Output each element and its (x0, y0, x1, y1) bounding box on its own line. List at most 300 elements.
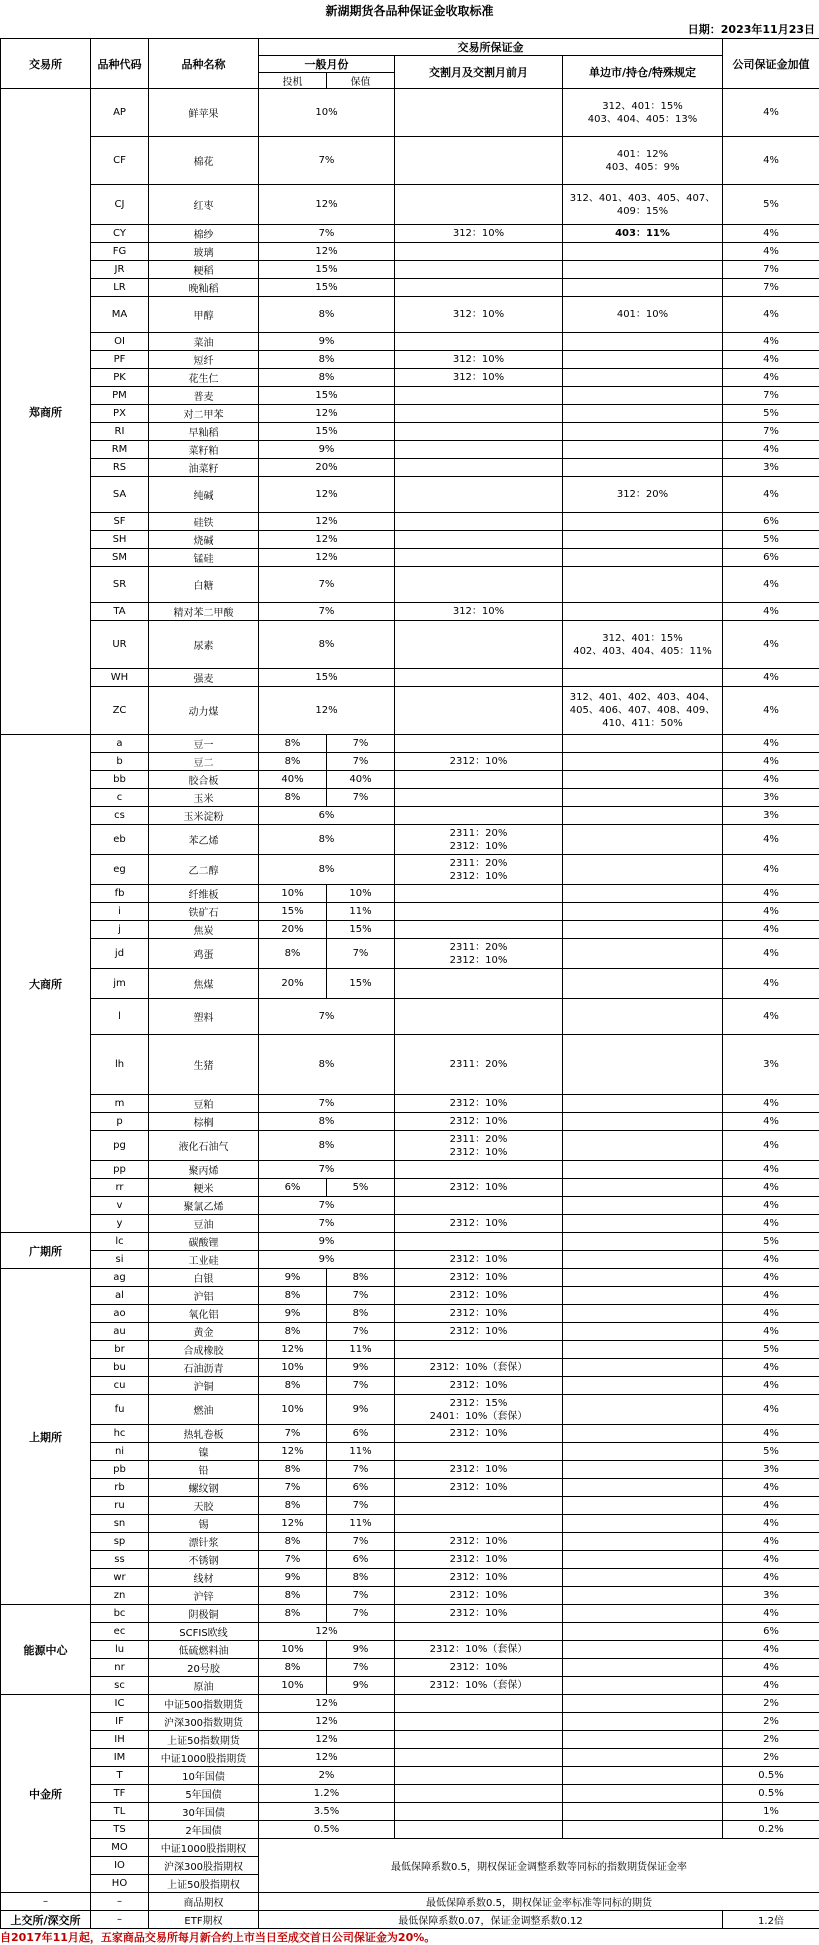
table-row (1, 1803, 819, 1821)
special-rule-cell (563, 1323, 723, 1341)
table-row (1, 1095, 819, 1113)
company-add-cell: 7% (723, 387, 819, 405)
special-rule-cell (563, 1695, 723, 1713)
name-cell: 液化石油气 (149, 1131, 259, 1161)
special-rule-cell (563, 1443, 723, 1461)
code-cell: ru (91, 1497, 149, 1515)
speculation-margin-cell: 12% (259, 243, 395, 261)
table-row (1, 549, 819, 567)
code-cell: rb (91, 1479, 149, 1497)
special-rule-cell (563, 1197, 723, 1215)
speculation-margin-cell: 8% (259, 753, 327, 771)
code-cell: UR (91, 621, 149, 669)
hedge-margin-cell: 7% (327, 1461, 395, 1479)
special-rule-cell: 403：11% (563, 225, 723, 243)
special-rule-cell (563, 243, 723, 261)
name-cell: 油菜籽 (149, 459, 259, 477)
code-cell: RS (91, 459, 149, 477)
special-rule-cell (563, 1305, 723, 1323)
company-add-cell: 5% (723, 531, 819, 549)
table-row (1, 1839, 819, 1857)
table-row (1, 687, 819, 735)
name-cell: 螺纹钢 (149, 1479, 259, 1497)
table-row (1, 1785, 819, 1803)
code-cell: ag (91, 1269, 149, 1287)
name-cell: 乙二醇 (149, 855, 259, 885)
delivery-margin-cell: 312：10% (395, 351, 563, 369)
delivery-margin-cell (395, 1803, 563, 1821)
margin-table (0, 38, 819, 1929)
delivery-margin-cell (395, 1161, 563, 1179)
code-cell: SF (91, 513, 149, 531)
speculation-margin-cell: 12% (259, 1443, 327, 1461)
code-cell: – (91, 1893, 149, 1911)
code-cell: ao (91, 1305, 149, 1323)
speculation-margin-cell: 8% (259, 1113, 395, 1131)
delivery-margin-cell (395, 459, 563, 477)
hedge-margin-cell: 11% (327, 903, 395, 921)
delivery-margin-cell (395, 1713, 563, 1731)
name-cell: 热轧卷板 (149, 1425, 259, 1443)
code-cell: lh (91, 1035, 149, 1095)
delivery-margin-cell (395, 89, 563, 137)
delivery-margin-cell (395, 279, 563, 297)
table-row (1, 531, 819, 549)
company-add-cell: 5% (723, 1443, 819, 1461)
table-row (1, 243, 819, 261)
table-row (1, 939, 819, 969)
special-rule-cell (563, 1287, 723, 1305)
table-row (1, 921, 819, 939)
special-rule-cell (563, 369, 723, 387)
company-add-cell: 5% (723, 405, 819, 423)
name-cell: ETF期权 (149, 1911, 259, 1929)
hedge-margin-cell: 7% (327, 789, 395, 807)
code-cell: m (91, 1095, 149, 1113)
company-add-cell: 4% (723, 369, 819, 387)
code-cell: AP (91, 89, 149, 137)
delivery-margin-cell: 2312：10% (395, 1305, 563, 1323)
exchange-cell: 中金所 (1, 1695, 91, 1893)
delivery-margin-cell (395, 387, 563, 405)
speculation-margin-cell: 9% (259, 1569, 327, 1587)
company-add-cell: 7% (723, 261, 819, 279)
company-add-cell: 4% (723, 1425, 819, 1443)
name-cell: 对二甲苯 (149, 405, 259, 423)
speculation-margin-cell: 12% (259, 531, 395, 549)
name-cell: 动力煤 (149, 687, 259, 735)
table-row (1, 669, 819, 687)
code-cell: JR (91, 261, 149, 279)
code-cell: IH (91, 1731, 149, 1749)
delivery-margin-cell (395, 687, 563, 735)
company-add-cell: 4% (723, 1305, 819, 1323)
special-rule-cell (563, 279, 723, 297)
company-add-cell: 0.5% (723, 1767, 819, 1785)
company-add-cell: 4% (723, 1131, 819, 1161)
speculation-margin-cell: 10% (259, 1677, 327, 1695)
exchange-cell: – (1, 1893, 91, 1911)
speculation-margin-cell: 8% (259, 1533, 327, 1551)
special-rule-cell (563, 669, 723, 687)
special-rule-cell: 401：10% (563, 297, 723, 333)
special-rule-cell (563, 1113, 723, 1131)
name-cell: 燃油 (149, 1395, 259, 1425)
name-cell: 上证50指数期货 (149, 1731, 259, 1749)
name-cell: 不锈钢 (149, 1551, 259, 1569)
hedge-margin-cell: 11% (327, 1443, 395, 1461)
name-cell: 早籼稻 (149, 423, 259, 441)
special-rule-cell (563, 1233, 723, 1251)
delivery-margin-cell (395, 549, 563, 567)
table-row (1, 903, 819, 921)
delivery-margin-cell (395, 885, 563, 903)
special-rule-cell (563, 753, 723, 771)
table-row (1, 351, 819, 369)
table-row (1, 441, 819, 459)
speculation-margin-cell: 7% (259, 1425, 327, 1443)
company-add-cell: 4% (723, 1197, 819, 1215)
table-row (1, 137, 819, 185)
name-cell: SCFIS欧线 (149, 1623, 259, 1641)
company-add-cell: 1.2倍 (723, 1911, 819, 1929)
table-row (1, 1197, 819, 1215)
company-add-cell: 4% (723, 621, 819, 669)
table-row (1, 1113, 819, 1131)
table-row (1, 753, 819, 771)
table-row (1, 1323, 819, 1341)
code-cell: ss (91, 1551, 149, 1569)
name-cell: 菜籽粕 (149, 441, 259, 459)
code-cell: cu (91, 1377, 149, 1395)
company-add-cell: 4% (723, 885, 819, 903)
name-cell: 锰硅 (149, 549, 259, 567)
table-row (1, 1269, 819, 1287)
code-cell: al (91, 1287, 149, 1305)
table-row (1, 1359, 819, 1377)
code-cell: IO (91, 1857, 149, 1875)
delivery-margin-cell (395, 423, 563, 441)
hedge-margin-cell: 40% (327, 771, 395, 789)
special-rule-cell (563, 405, 723, 423)
speculation-margin-cell: 20% (259, 969, 327, 999)
name-cell: 工业硅 (149, 1251, 259, 1269)
special-rule-cell (563, 855, 723, 885)
code-cell: c (91, 789, 149, 807)
code-cell: lc (91, 1233, 149, 1251)
speculation-margin-cell: 15% (259, 261, 395, 279)
special-rule-cell: 312、401：15% 402、403、404、405：11% (563, 621, 723, 669)
table-row (1, 735, 819, 753)
code-cell: ZC (91, 687, 149, 735)
special-rule-cell: 312、401：15% 403、404、405：13% (563, 89, 723, 137)
code-cell: zn (91, 1587, 149, 1605)
speculation-margin-cell: 10% (259, 1395, 327, 1425)
delivery-margin-cell: 2312：10%（套保） (395, 1359, 563, 1377)
name-cell: 菜油 (149, 333, 259, 351)
delivery-margin-cell (395, 513, 563, 531)
company-add-cell: 3% (723, 459, 819, 477)
code-cell: fb (91, 885, 149, 903)
special-rule-cell (563, 1803, 723, 1821)
delivery-margin-cell (395, 1731, 563, 1749)
code-cell: IC (91, 1695, 149, 1713)
delivery-margin-cell (395, 1197, 563, 1215)
delivery-margin-cell (395, 789, 563, 807)
table-row (1, 969, 819, 999)
name-cell: 沪铜 (149, 1377, 259, 1395)
code-cell: pb (91, 1461, 149, 1479)
delivery-margin-cell (395, 1515, 563, 1533)
name-cell: 生猪 (149, 1035, 259, 1095)
header-special: 单边市/持仓/特殊规定 (563, 56, 723, 89)
table-row (1, 405, 819, 423)
hedge-margin-cell: 6% (327, 1425, 395, 1443)
special-rule-cell (563, 1497, 723, 1515)
company-add-cell: 0.5% (723, 1785, 819, 1803)
speculation-margin-cell: 3.5% (259, 1803, 395, 1821)
special-rule-cell (563, 1569, 723, 1587)
speculation-margin-cell: 9% (259, 1269, 327, 1287)
name-cell: 白糖 (149, 567, 259, 603)
speculation-margin-cell: 7% (259, 1479, 327, 1497)
delivery-margin-cell (395, 1785, 563, 1803)
code-cell: y (91, 1215, 149, 1233)
table-row (1, 1821, 819, 1839)
table-row (1, 513, 819, 531)
company-add-cell: 4% (723, 1497, 819, 1515)
speculation-margin-cell: 10% (259, 1359, 327, 1377)
speculation-margin-cell: 15% (259, 279, 395, 297)
delivery-margin-cell (395, 1767, 563, 1785)
table-row (1, 1749, 819, 1767)
company-add-cell: 4% (723, 825, 819, 855)
code-cell: eb (91, 825, 149, 855)
code-cell: TS (91, 1821, 149, 1839)
speculation-margin-cell: 8% (259, 1035, 395, 1095)
special-rule-cell: 312、401、402、403、404、 405、406、407、408、409、 410、411：50% (563, 687, 723, 735)
delivery-margin-cell (395, 1623, 563, 1641)
delivery-margin-cell (395, 807, 563, 825)
company-add-cell: 4% (723, 1377, 819, 1395)
delivery-margin-cell: 2312：10% (395, 1479, 563, 1497)
speculation-margin-cell: 8% (259, 297, 395, 333)
table-row (1, 825, 819, 855)
table-row (1, 807, 819, 825)
code-cell: ec (91, 1623, 149, 1641)
company-add-cell: 4% (723, 333, 819, 351)
exchange-cell: 上交所/深交所 (1, 1911, 91, 1929)
delivery-margin-cell: 2311：20% 2312：10% (395, 825, 563, 855)
name-cell: 5年国债 (149, 1785, 259, 1803)
hedge-margin-cell: 7% (327, 939, 395, 969)
delivery-margin-cell: 2311：20% 2312：10% (395, 855, 563, 885)
name-cell: 原油 (149, 1677, 259, 1695)
table-row (1, 1179, 819, 1197)
delivery-margin-cell: 2312：10% (395, 753, 563, 771)
exchange-cell: 能源中心 (1, 1605, 91, 1695)
option-rule-cell: 最低保障系数0.07，保证金调整系数0.12 (259, 1911, 723, 1929)
company-add-cell: 3% (723, 1587, 819, 1605)
speculation-margin-cell: 8% (259, 1659, 327, 1677)
company-add-cell: 4% (723, 1269, 819, 1287)
company-add-cell: 4% (723, 1323, 819, 1341)
name-cell: 黄金 (149, 1323, 259, 1341)
delivery-margin-cell: 2312：10% (395, 1269, 563, 1287)
special-rule-cell (563, 1461, 723, 1479)
name-cell: 商品期权 (149, 1893, 259, 1911)
delivery-margin-cell (395, 903, 563, 921)
code-cell: SA (91, 477, 149, 513)
code-cell: MA (91, 297, 149, 333)
company-add-cell: 4% (723, 89, 819, 137)
table-row (1, 1341, 819, 1359)
table-row (1, 261, 819, 279)
speculation-margin-cell: 12% (259, 1341, 327, 1359)
special-rule-cell (563, 1641, 723, 1659)
hedge-margin-cell: 8% (327, 1305, 395, 1323)
speculation-margin-cell: 8% (259, 1131, 395, 1161)
company-add-cell: 4% (723, 1641, 819, 1659)
speculation-margin-cell: 12% (259, 1731, 395, 1749)
company-add-cell: 4% (723, 1395, 819, 1425)
special-rule-cell (563, 1035, 723, 1095)
table-row (1, 423, 819, 441)
code-cell: hc (91, 1425, 149, 1443)
speculation-margin-cell: 9% (259, 333, 395, 351)
company-add-cell: 4% (723, 735, 819, 753)
table-row (1, 1215, 819, 1233)
speculation-margin-cell: 7% (259, 1197, 395, 1215)
name-cell: 豆油 (149, 1215, 259, 1233)
name-cell: 纯碱 (149, 477, 259, 513)
code-cell: bb (91, 771, 149, 789)
speculation-margin-cell: 9% (259, 1251, 395, 1269)
delivery-margin-cell (395, 621, 563, 669)
code-cell: si (91, 1251, 149, 1269)
hedge-margin-cell: 9% (327, 1641, 395, 1659)
code-cell: v (91, 1197, 149, 1215)
delivery-margin-cell: 2312：10% (395, 1179, 563, 1197)
name-cell: 玻璃 (149, 243, 259, 261)
name-cell: 玉米淀粉 (149, 807, 259, 825)
table-row (1, 1287, 819, 1305)
code-cell: i (91, 903, 149, 921)
delivery-margin-cell: 2312：10% (395, 1569, 563, 1587)
speculation-margin-cell: 8% (259, 1605, 327, 1623)
company-add-cell: 4% (723, 1251, 819, 1269)
speculation-margin-cell: 7% (259, 1551, 327, 1569)
delivery-margin-cell (395, 1233, 563, 1251)
delivery-margin-cell: 2312：10% (395, 1287, 563, 1305)
name-cell: 强麦 (149, 669, 259, 687)
delivery-margin-cell: 2312：10% (395, 1215, 563, 1233)
table-row (1, 1161, 819, 1179)
company-add-cell: 4% (723, 903, 819, 921)
delivery-margin-cell (395, 405, 563, 423)
code-cell: pp (91, 1161, 149, 1179)
table-row (1, 1695, 819, 1713)
company-add-cell: 6% (723, 513, 819, 531)
delivery-margin-cell: 2312：10% (395, 1095, 563, 1113)
speculation-margin-cell: 8% (259, 1377, 327, 1395)
code-cell: OI (91, 333, 149, 351)
table-row (1, 1425, 819, 1443)
code-cell: SM (91, 549, 149, 567)
table-row (1, 185, 819, 225)
company-add-cell: 4% (723, 921, 819, 939)
special-rule-cell (563, 1587, 723, 1605)
name-cell: 普麦 (149, 387, 259, 405)
code-cell: LR (91, 279, 149, 297)
table-row (1, 333, 819, 351)
code-cell: l (91, 999, 149, 1035)
company-add-cell: 4% (723, 1677, 819, 1695)
company-add-cell: 4% (723, 603, 819, 621)
name-cell: 棉花 (149, 137, 259, 185)
speculation-margin-cell: 8% (259, 789, 327, 807)
delivery-margin-cell (395, 1341, 563, 1359)
special-rule-cell (563, 1425, 723, 1443)
special-rule-cell (563, 1269, 723, 1287)
table-row (1, 1461, 819, 1479)
delivery-margin-cell: 2312：10% (395, 1605, 563, 1623)
delivery-margin-cell: 312：10% (395, 297, 563, 333)
special-rule-cell (563, 1677, 723, 1695)
company-add-cell: 7% (723, 279, 819, 297)
header-margin-group: 交易所保证金 (259, 39, 723, 56)
table-row (1, 1233, 819, 1251)
company-add-cell: 4% (723, 567, 819, 603)
company-add-cell: 4% (723, 1215, 819, 1233)
table-row (1, 1731, 819, 1749)
company-add-cell: 4% (723, 1479, 819, 1497)
code-cell: IF (91, 1713, 149, 1731)
delivery-margin-cell: 2312：10% (395, 1113, 563, 1131)
code-cell: j (91, 921, 149, 939)
company-add-cell: 2% (723, 1749, 819, 1767)
delivery-margin-cell (395, 1497, 563, 1515)
table-row (1, 1641, 819, 1659)
name-cell: 精对苯二甲酸 (149, 603, 259, 621)
special-rule-cell (563, 387, 723, 405)
hedge-margin-cell: 7% (327, 1659, 395, 1677)
company-add-cell: 3% (723, 789, 819, 807)
hedge-margin-cell: 15% (327, 969, 395, 999)
speculation-margin-cell: 12% (259, 1623, 395, 1641)
header-delivery: 交割月及交割月前月 (395, 56, 563, 89)
name-cell: 沪铝 (149, 1287, 259, 1305)
exchange-cell: 上期所 (1, 1269, 91, 1605)
delivery-margin-cell: 312：10% (395, 603, 563, 621)
delivery-margin-cell: 2311：20% 2312：10% (395, 1131, 563, 1161)
code-cell: pg (91, 1131, 149, 1161)
delivery-margin-cell: 2312：10% (395, 1461, 563, 1479)
name-cell: 上证50股指期权 (149, 1875, 259, 1893)
code-cell: eg (91, 855, 149, 885)
delivery-margin-cell: 2312：10% (395, 1323, 563, 1341)
special-rule-cell (563, 513, 723, 531)
table-row (1, 1623, 819, 1641)
speculation-margin-cell: 9% (259, 1305, 327, 1323)
page-title: 新湖期货各品种保证金收取标准 (0, 0, 819, 22)
special-rule-cell (563, 351, 723, 369)
name-cell: 沪深300股指期权 (149, 1857, 259, 1875)
company-add-cell: 4% (723, 351, 819, 369)
special-rule-cell (563, 1749, 723, 1767)
speculation-margin-cell: 8% (259, 369, 395, 387)
company-add-cell: 4% (723, 1095, 819, 1113)
